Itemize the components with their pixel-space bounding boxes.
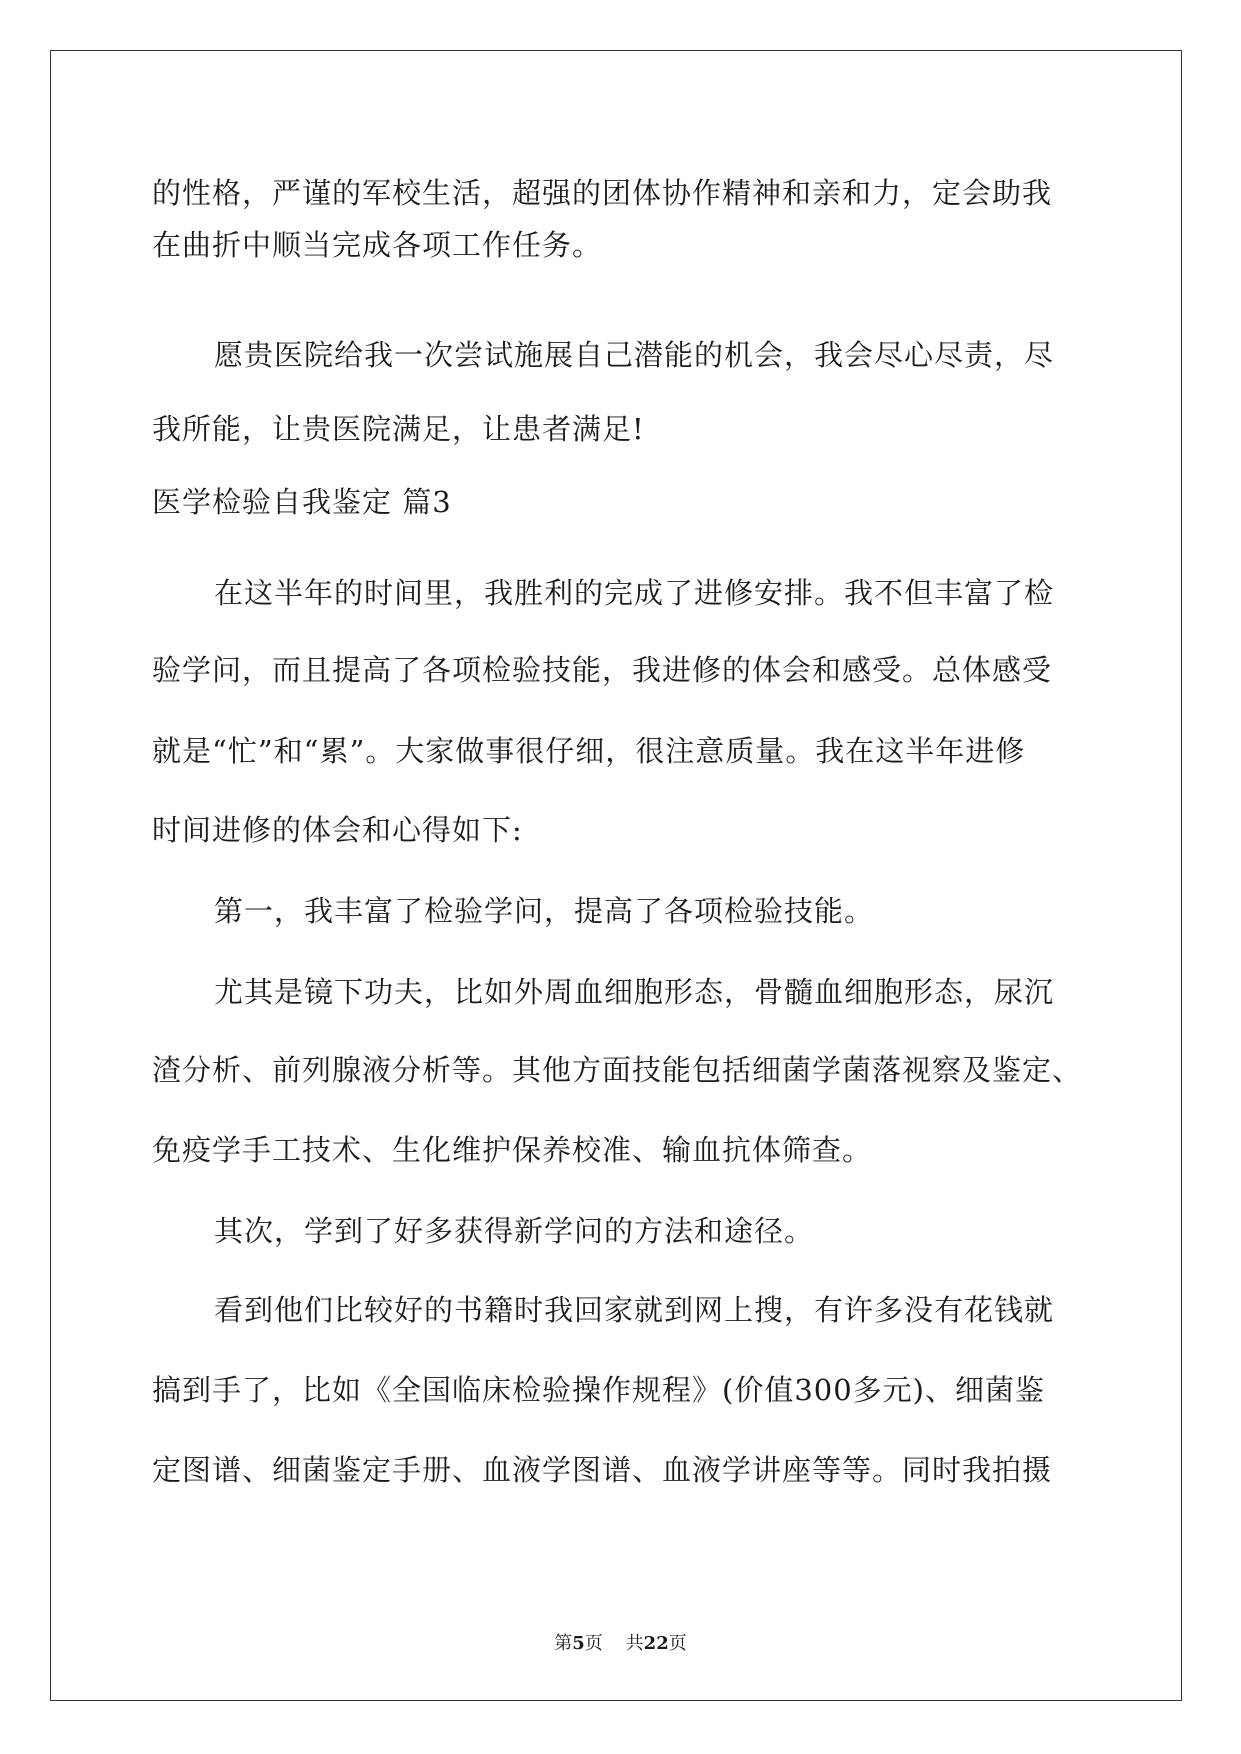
text-line: 的性格，严谨的军校生活，超强的团体协作精神和亲和力，定会助我 bbox=[152, 176, 1053, 210]
text-line: 我所能，让贵医院满足，让患者满足! bbox=[152, 412, 645, 446]
text-line: 第一，我丰富了检验学问，提高了各项检验技能。 bbox=[214, 894, 875, 928]
footer-prefix: 第 bbox=[554, 1633, 573, 1654]
footer-page-unit: 页 bbox=[584, 1633, 603, 1654]
footer-page-number: 5 bbox=[572, 1633, 585, 1654]
text-line: 验学问，而且提高了各项检验技能，我进修的体会和感受。总体感受 bbox=[152, 653, 1053, 687]
text-line: 定图谱、细菌鉴定手册、血液学图谱、血液学讲座等等。同时我拍摄 bbox=[152, 1453, 1053, 1487]
text-line: 时间进修的体会和心得如下: bbox=[152, 813, 523, 847]
text-line: 渣分析、前列腺液分析等。其他方面技能包括细菌学菌落视察及鉴定、 bbox=[152, 1053, 1083, 1087]
footer-total-prefix: 共 bbox=[625, 1633, 644, 1654]
page-footer bbox=[0, 1632, 1241, 1656]
text-line: 尤其是镜下功夫，比如外周血细胞形态，骨髓血细胞形态，尿沉 bbox=[214, 975, 1055, 1009]
text-line: 在曲折中顺当完成各项工作任务。 bbox=[152, 228, 603, 262]
text-line: 免疫学手工技术、生化维护保养校准、输血抗体筛查。 bbox=[152, 1133, 873, 1167]
footer-total-unit: 页 bbox=[668, 1633, 687, 1654]
text-line: 在这半年的时间里，我胜利的完成了进修安排。我不但丰富了检 bbox=[214, 576, 1055, 610]
text-line: 就是“忙”和“累”。大家做事很仔细，很注意质量。我在这半年进修 bbox=[152, 734, 1026, 768]
text-line: 看到他们比较好的书籍时我回家就到网上搜，有许多没有花钱就 bbox=[214, 1293, 1055, 1327]
text-line: 其次，学到了好多获得新学问的方法和途径。 bbox=[214, 1214, 815, 1248]
section-heading: 医学检验自我鉴定 篇3 bbox=[152, 485, 452, 519]
text-line: 愿贵医院给我一次尝试施展自己潜能的机会，我会尽心尽责，尽 bbox=[214, 338, 1055, 372]
text-line: 搞到手了，比如《全国临床检验操作规程》(价值300多元)、细菌鉴 bbox=[152, 1373, 1045, 1407]
footer-total-pages: 22 bbox=[643, 1633, 669, 1654]
